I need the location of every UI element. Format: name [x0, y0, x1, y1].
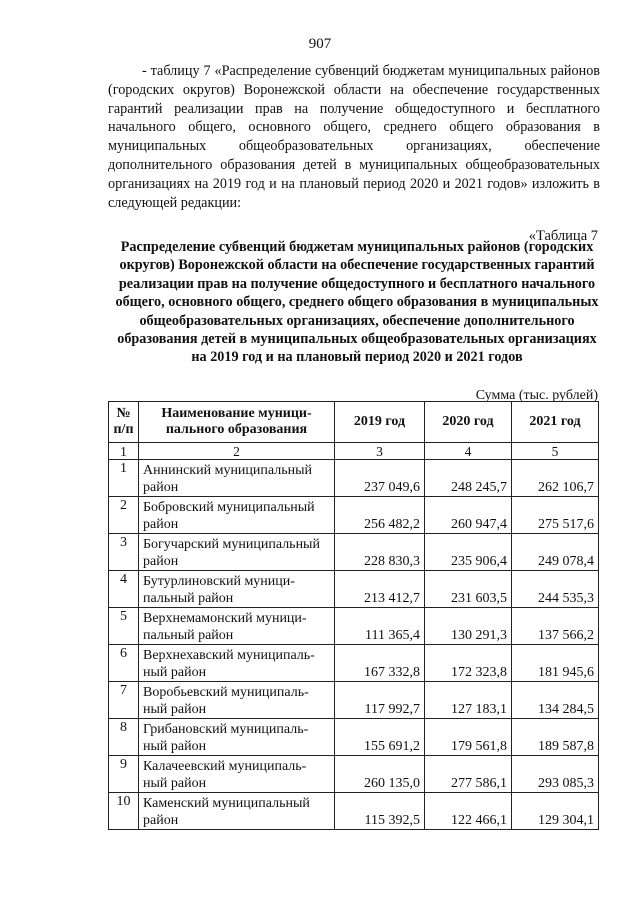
- value-2020-cell: 248 245,7: [425, 460, 512, 497]
- table-row: [109, 719, 599, 756]
- value-2019-cell: 111 365,4: [335, 608, 425, 645]
- municipality-name-cell: Грибановский муниципаль-ный район: [139, 719, 335, 756]
- value-2019-cell: 117 992,7: [335, 682, 425, 719]
- value-2019-cell: 256 482,2: [335, 497, 425, 534]
- row-number-cell: 1: [109, 460, 139, 497]
- table-reference: «Таблица 7: [528, 228, 598, 244]
- subventions-table: [108, 401, 599, 830]
- value-2021-cell: 137 566,2: [512, 608, 599, 645]
- value-2019-cell: 228 830,3: [335, 534, 425, 571]
- value-2021-cell: 189 587,8: [512, 719, 599, 756]
- value-2019-cell: 260 135,0: [335, 756, 425, 793]
- table-header-row: [109, 402, 599, 443]
- row-number-cell: 8: [109, 719, 139, 756]
- value-2021-cell: 275 517,6: [512, 497, 599, 534]
- table-row: [109, 460, 599, 497]
- row-number-cell: 5: [109, 608, 139, 645]
- value-2019-cell: 213 412,7: [335, 571, 425, 608]
- row-number-cell: 4: [109, 571, 139, 608]
- municipality-name-cell: Воробьевский муниципаль-ный район: [139, 682, 335, 719]
- municipality-name-cell: Верхнемамонский муници-пальный район: [139, 608, 335, 645]
- value-2020-cell: 122 466,1: [425, 793, 512, 830]
- value-2020-cell: 172 323,8: [425, 645, 512, 682]
- value-2020-cell: 235 906,4: [425, 534, 512, 571]
- value-2020-cell: 130 291,3: [425, 608, 512, 645]
- value-2019-cell: 155 691,2: [335, 719, 425, 756]
- municipality-name-cell: Каменский муниципальный район: [139, 793, 335, 830]
- column-index-cell: 2: [139, 443, 335, 460]
- municipality-name-cell: Богучарский муниципальный район: [139, 534, 335, 571]
- municipality-name-cell: Верхнехавский муниципаль-ный район: [139, 645, 335, 682]
- row-number-cell: 9: [109, 756, 139, 793]
- row-number-cell: 2: [109, 497, 139, 534]
- municipality-name-cell: Бобровский муниципальный район: [139, 497, 335, 534]
- value-2021-cell: 293 085,3: [512, 756, 599, 793]
- value-2021-cell: 181 945,6: [512, 645, 599, 682]
- value-2021-cell: 129 304,1: [512, 793, 599, 830]
- value-2021-cell: 134 284,5: [512, 682, 599, 719]
- page-number: 907: [308, 36, 332, 52]
- table-row: [109, 534, 599, 571]
- row-number-cell: 10: [109, 793, 139, 830]
- table-row: [109, 756, 599, 793]
- value-2019-cell: 167 332,8: [335, 645, 425, 682]
- row-number-cell: 6: [109, 645, 139, 682]
- row-number-cell: 3: [109, 534, 139, 571]
- value-2020-cell: 277 586,1: [425, 756, 512, 793]
- value-2021-cell: 262 106,7: [512, 460, 599, 497]
- column-index-cell: 5: [512, 443, 599, 460]
- column-index-row: [109, 443, 599, 460]
- intro-paragraph: [108, 62, 600, 212]
- table-row: [109, 793, 599, 830]
- value-2019-cell: 237 049,6: [335, 460, 425, 497]
- table-row: [109, 571, 599, 608]
- value-2020-cell: 179 561,8: [425, 719, 512, 756]
- document-title: Распределение субвенций бюджетам муниципальных районов (городских округов) Воронежской области на обеспечение государственных гарантий реализации прав на получение общедоступного и бесплатного начального общего, основного общего, среднего общего образования в муниципальных общеобразовательных организациях, обеспечение дополнительного образования детей в муниципальных общеобразовательных организациях на 2019 год и на плановый период 2020 и 2021 годов: [115, 239, 599, 366]
- value-2019-cell: 115 392,5: [335, 793, 425, 830]
- header-2021: 2021 год: [512, 402, 599, 443]
- value-2021-cell: 244 535,3: [512, 571, 599, 608]
- value-2020-cell: 127 183,1: [425, 682, 512, 719]
- table-row: [109, 645, 599, 682]
- value-2020-cell: 231 603,5: [425, 571, 512, 608]
- municipality-name-cell: Аннинский муниципальный район: [139, 460, 335, 497]
- municipality-name-cell: Бутурлиновский муници-пальный район: [139, 571, 335, 608]
- value-2021-cell: 249 078,4: [512, 534, 599, 571]
- intro-text: - таблицу 7 «Распределение субвенций бюджетам муниципальных районов (городских округов) Воронежской области на обеспечение государственных гарантий реализации прав на получение общедоступного и бесплатного начального общего, основного общего, среднего общего образования в муниципальных общеобразовательных организациях, обеспечение дополнительного образования детей в муниципальных общеобразовательных организациях на 2019 год и на плановый период 2020 и 2021 годов» изложить в следующей редакции:: [108, 63, 600, 211]
- municipality-name-cell: Калачеевский муниципаль-ный район: [139, 756, 335, 793]
- table-row: [109, 497, 599, 534]
- row-number-cell: 7: [109, 682, 139, 719]
- value-2020-cell: 260 947,4: [425, 497, 512, 534]
- column-index-cell: 4: [425, 443, 512, 460]
- units-label: Сумма (тыс. рублей): [475, 388, 598, 403]
- table-row: [109, 682, 599, 719]
- header-municipality: Наименование муници-пального образования: [139, 402, 335, 443]
- table-row: [109, 608, 599, 645]
- header-2020: 2020 год: [425, 402, 512, 443]
- header-2019: 2019 год: [335, 402, 425, 443]
- column-index-cell: 1: [109, 443, 139, 460]
- header-number: № п/п: [109, 402, 139, 443]
- column-index-cell: 3: [335, 443, 425, 460]
